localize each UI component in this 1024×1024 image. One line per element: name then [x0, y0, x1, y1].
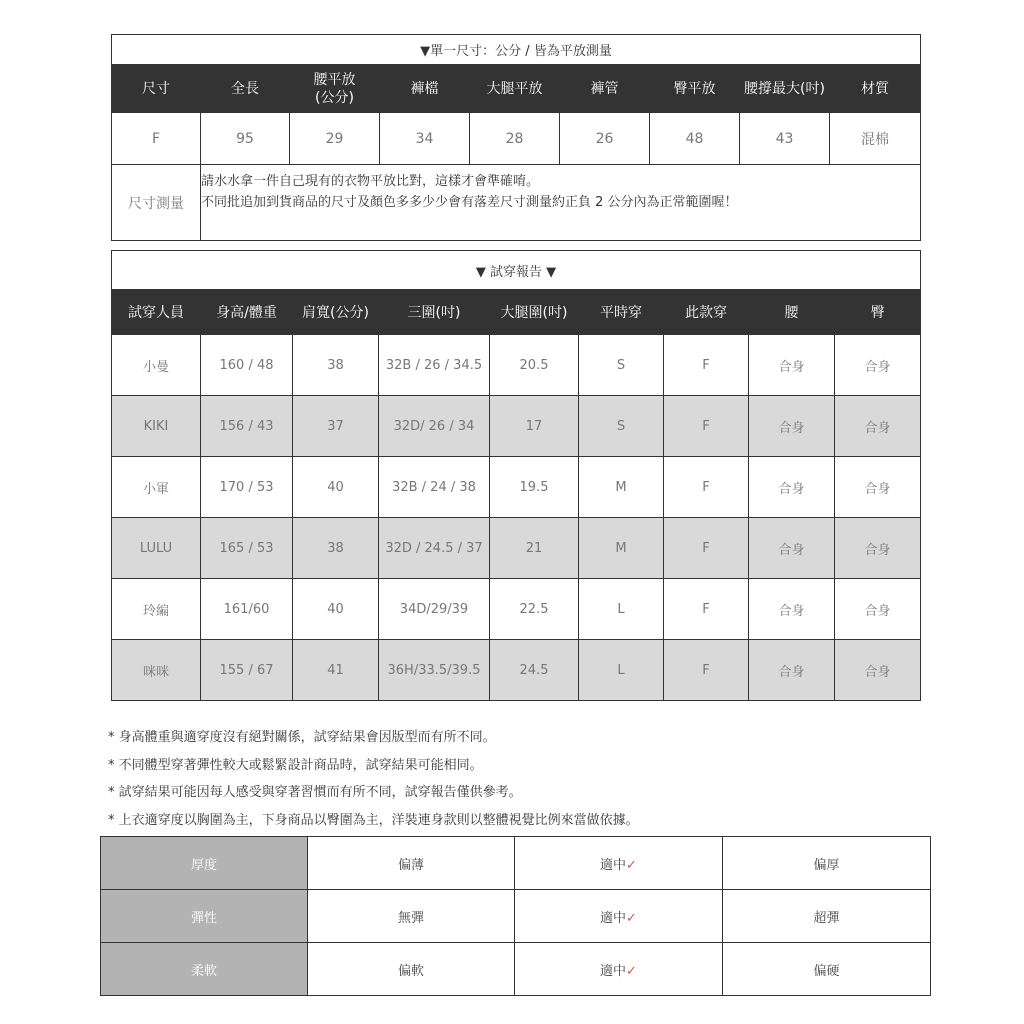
thigh-circ-cell: 17	[490, 396, 579, 457]
usual-size-cell: L	[579, 640, 664, 701]
size-table-value-row	[112, 113, 921, 165]
header-thigh: 大腿平放	[470, 65, 560, 113]
header-hip: 臀平放	[650, 65, 740, 113]
fabric-option-mid-text: 適中	[600, 963, 627, 979]
rise-value: 34	[380, 113, 470, 165]
note-item: * 上衣適穿度以胸圍為主，下身商品以臀圍為主，洋裝連身款則以整體視覺比例來當做依據。	[108, 812, 639, 828]
header-height-weight: 身高/體重	[201, 290, 293, 335]
try-on-row	[112, 579, 921, 640]
hip-value: 48	[650, 113, 740, 165]
fabric-label	[101, 943, 308, 996]
fabric-label-text: 柔軟	[190, 963, 217, 979]
check-icon: ✓	[626, 963, 637, 979]
model-name-cell: 玲編	[112, 579, 201, 640]
size-value: F	[112, 113, 201, 165]
waist-fit-cell: 合身	[749, 335, 835, 396]
measurements-cell: 32B / 24 / 38	[379, 457, 490, 518]
size-note-line: 請水水拿一件自己現有的衣物平放比對，這樣才會準確唷。	[201, 174, 540, 189]
header-waist-unit: (公分)	[315, 89, 354, 106]
thigh-circ-cell: 19.5	[490, 457, 579, 518]
height-weight-cell: 165 / 53	[201, 518, 293, 579]
header-length: 全長	[201, 65, 290, 113]
height-weight-cell: 155 / 67	[201, 640, 293, 701]
note-item: * 試穿結果可能因每人感受與穿著習慣而有所不同，試穿報告僅供參考。	[108, 785, 522, 800]
measurements-cell: 32B / 26 / 34.5	[379, 335, 490, 396]
usual-size-cell: S	[579, 396, 664, 457]
this-size-cell: F	[664, 640, 749, 701]
model-name-cell: 小軍	[112, 457, 201, 518]
hip-fit-cell: 合身	[835, 335, 921, 396]
size-note-row	[112, 165, 921, 241]
try-on-table	[111, 250, 921, 701]
this-size-cell: F	[664, 457, 749, 518]
header-model: 試穿人員	[112, 290, 201, 335]
try-on-caption: ▼ 試穿報告 ▼	[112, 251, 921, 290]
waist-max-value: 43	[740, 113, 830, 165]
fabric-label-text: 彈性	[190, 910, 217, 926]
size-note-label: 尺寸測量	[112, 165, 201, 241]
fabric-option-low	[308, 837, 515, 890]
header-waist	[290, 65, 380, 113]
fabric-label	[101, 837, 308, 890]
waist-fit-cell: 合身	[749, 640, 835, 701]
thigh-circ-cell: 24.5	[490, 640, 579, 701]
height-weight-cell: 156 / 43	[201, 396, 293, 457]
try-on-row	[112, 457, 921, 518]
fabric-option-low-text: 偏軟	[397, 963, 424, 979]
fabric-table	[100, 836, 931, 996]
model-name-cell: 咪咪	[112, 640, 201, 701]
header-usual-size: 平時穿	[579, 290, 664, 335]
this-size-cell: F	[664, 335, 749, 396]
height-weight-cell: 161/60	[201, 579, 293, 640]
thigh-value: 28	[470, 113, 560, 165]
try-on-header-row	[112, 290, 921, 335]
try-on-row	[112, 640, 921, 701]
thigh-circ-cell: 20.5	[490, 335, 579, 396]
header-this-size: 此款穿	[664, 290, 749, 335]
header-waist-max: 腰撐最大(吋)	[740, 65, 830, 113]
fabric-option-high-text: 偏硬	[813, 963, 840, 979]
material-value: 混棉	[830, 113, 921, 165]
header-hip-fit: 臀	[835, 290, 921, 335]
hip-fit-cell: 合身	[835, 518, 921, 579]
usual-size-cell: M	[579, 457, 664, 518]
model-name-cell: 小曼	[112, 335, 201, 396]
fabric-option-low	[308, 943, 515, 996]
measurements-cell: 34D/29/39	[379, 579, 490, 640]
header-material: 材質	[830, 65, 921, 113]
fabric-label-text: 厚度	[190, 857, 217, 873]
note-item: * 身高體重與適穿度沒有絕對關係，試穿結果會因版型而有所不同。	[108, 730, 496, 745]
header-leg-opening: 褲管	[560, 65, 650, 113]
fabric-option-high-text: 偏厚	[813, 857, 840, 873]
measurements-cell: 36H/33.5/39.5	[379, 640, 490, 701]
shoulder-cell: 38	[293, 335, 379, 396]
fabric-option-low-text: 無彈	[397, 910, 424, 926]
hip-fit-cell: 合身	[835, 457, 921, 518]
usual-size-cell: M	[579, 518, 664, 579]
hip-fit-cell: 合身	[835, 396, 921, 457]
shoulder-cell: 37	[293, 396, 379, 457]
check-icon: ✓	[626, 857, 637, 873]
hip-fit-cell: 合身	[835, 640, 921, 701]
thigh-circ-cell: 22.5	[490, 579, 579, 640]
waist-value: 29	[290, 113, 380, 165]
fabric-option-high-text: 超彈	[813, 910, 840, 926]
shoulder-cell: 41	[293, 640, 379, 701]
fabric-option-high	[723, 890, 931, 943]
header-rise: 褲檔	[380, 65, 470, 113]
notes-list	[108, 726, 639, 836]
size-note-line: 不同批追加到貨商品的尺寸及顏色多多少少會有落差尺寸測量約正負 2 公分內為正常範圍喔！	[201, 195, 738, 210]
header-measurements: 三圍(吋)	[379, 290, 490, 335]
fabric-option-low	[308, 890, 515, 943]
this-size-cell: F	[664, 518, 749, 579]
shoulder-cell: 40	[293, 579, 379, 640]
fabric-option-mid	[515, 943, 723, 996]
waist-fit-cell: 合身	[749, 396, 835, 457]
height-weight-cell: 160 / 48	[201, 335, 293, 396]
usual-size-cell: L	[579, 579, 664, 640]
header-thigh-circ: 大腿圍(吋)	[490, 290, 579, 335]
try-on-row	[112, 518, 921, 579]
header-waist-fit: 腰	[749, 290, 835, 335]
fabric-row	[101, 837, 931, 890]
check-icon: ✓	[626, 910, 637, 926]
hip-fit-cell: 合身	[835, 579, 921, 640]
fabric-option-mid	[515, 837, 723, 890]
measurements-cell: 32D / 24.5 / 37	[379, 518, 490, 579]
measurements-cell: 32D/ 26 / 34	[379, 396, 490, 457]
try-on-row	[112, 335, 921, 396]
waist-fit-cell: 合身	[749, 457, 835, 518]
header-size: 尺寸	[112, 65, 201, 113]
leg-opening-value: 26	[560, 113, 650, 165]
fabric-label	[101, 890, 308, 943]
fabric-option-high	[723, 837, 931, 890]
size-table-header-row	[112, 65, 921, 113]
model-name-cell: KIKI	[112, 396, 201, 457]
header-shoulder: 肩寬(公分)	[293, 290, 379, 335]
fabric-option-low-text: 偏薄	[397, 857, 424, 873]
shoulder-cell: 38	[293, 518, 379, 579]
fabric-option-mid-text: 適中	[600, 857, 627, 873]
fabric-row	[101, 943, 931, 996]
fabric-row	[101, 890, 931, 943]
fabric-option-mid	[515, 890, 723, 943]
waist-fit-cell: 合身	[749, 518, 835, 579]
model-name-cell: LULU	[112, 518, 201, 579]
fabric-option-mid-text: 適中	[600, 910, 627, 926]
header-waist-label: 腰平放	[313, 71, 356, 88]
try-on-row	[112, 396, 921, 457]
fabric-option-high	[723, 943, 931, 996]
this-size-cell: F	[664, 396, 749, 457]
this-size-cell: F	[664, 579, 749, 640]
size-table-caption: ▼單一尺寸：公分 / 皆為平放測量	[112, 35, 921, 65]
size-note-text	[201, 165, 921, 241]
note-item: * 不同體型穿著彈性較大或鬆緊設計商品時，試穿結果可能相同。	[108, 757, 483, 773]
length-value: 95	[201, 113, 290, 165]
size-table	[111, 34, 921, 241]
thigh-circ-cell: 21	[490, 518, 579, 579]
shoulder-cell: 40	[293, 457, 379, 518]
usual-size-cell: S	[579, 335, 664, 396]
waist-fit-cell: 合身	[749, 579, 835, 640]
height-weight-cell: 170 / 53	[201, 457, 293, 518]
